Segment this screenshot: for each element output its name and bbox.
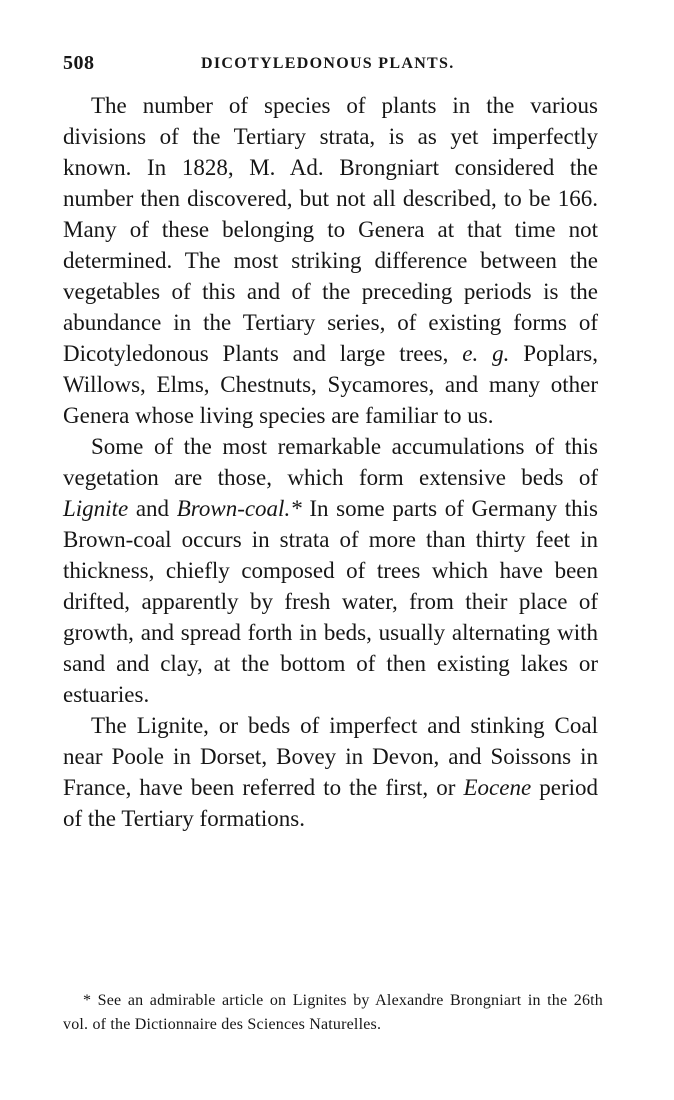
brown-coal-term: Brown-coal.* (176, 496, 302, 521)
paragraph-2-start: Some of the most remarkable accumulations of this vegetation are those, which form extensive beds of (63, 434, 598, 490)
footnote (63, 989, 603, 1037)
paragraph-3-start: The Lignite, or beds of imperfect and stinking Coal near Poole in Dorset, Bovey in Devon, and Soissons in France, have been referred to the first, or (63, 713, 598, 800)
footnote-text: * See an admirable article on Lignites by Alexandre Brongniart in the 26th vol. of the Dictionnaire des Sciences Naturelles. (63, 992, 603, 1033)
page-number: 508 (63, 52, 95, 74)
paragraph-2 (63, 431, 598, 710)
running-title: DICOTYLEDONOUS PLANTS. (201, 55, 455, 72)
paragraph-1 (63, 90, 598, 431)
running-head (63, 52, 598, 82)
eg-abbreviation: e. g. (462, 341, 510, 366)
page (63, 52, 598, 834)
paragraph-2-and: and (135, 496, 170, 521)
paragraph-2-end: In some parts of Germany this Brown-coal occurs in strata of more than thirty feet in thickness, chiefly composed of trees which have been drifted, apparently by fresh water, from their place of growth, and spread forth in beds, usually alternating with sand and clay, at the bottom of then existing lakes or estuaries. (63, 496, 599, 707)
eocene-term: Eocene (463, 775, 532, 800)
body-text (63, 90, 598, 834)
lignite-term: Lignite (63, 496, 129, 521)
paragraph-1-text: The number of species of plants in the various divisions of the Tertiary strata, is as yet imperfectly known. In 1828, M. Ad. Brongniart considered the number then discovered, but not all described, to be 166. Many of these belonging to Genera at that time not determined. The most striking difference between the vegetables of this and of the preceding periods is the abundance in the Tertiary series, of existing forms of Dicotyledonous Plants and large trees, (63, 93, 598, 366)
paragraph-3 (63, 710, 598, 834)
paragraph-1-end: Poplars, Willows, Elms, Chestnuts, Sycamores, and many other Genera whose living species are familiar to us. (63, 341, 598, 428)
paragraph-3-end: period of the Tertiary formations. (63, 775, 599, 831)
